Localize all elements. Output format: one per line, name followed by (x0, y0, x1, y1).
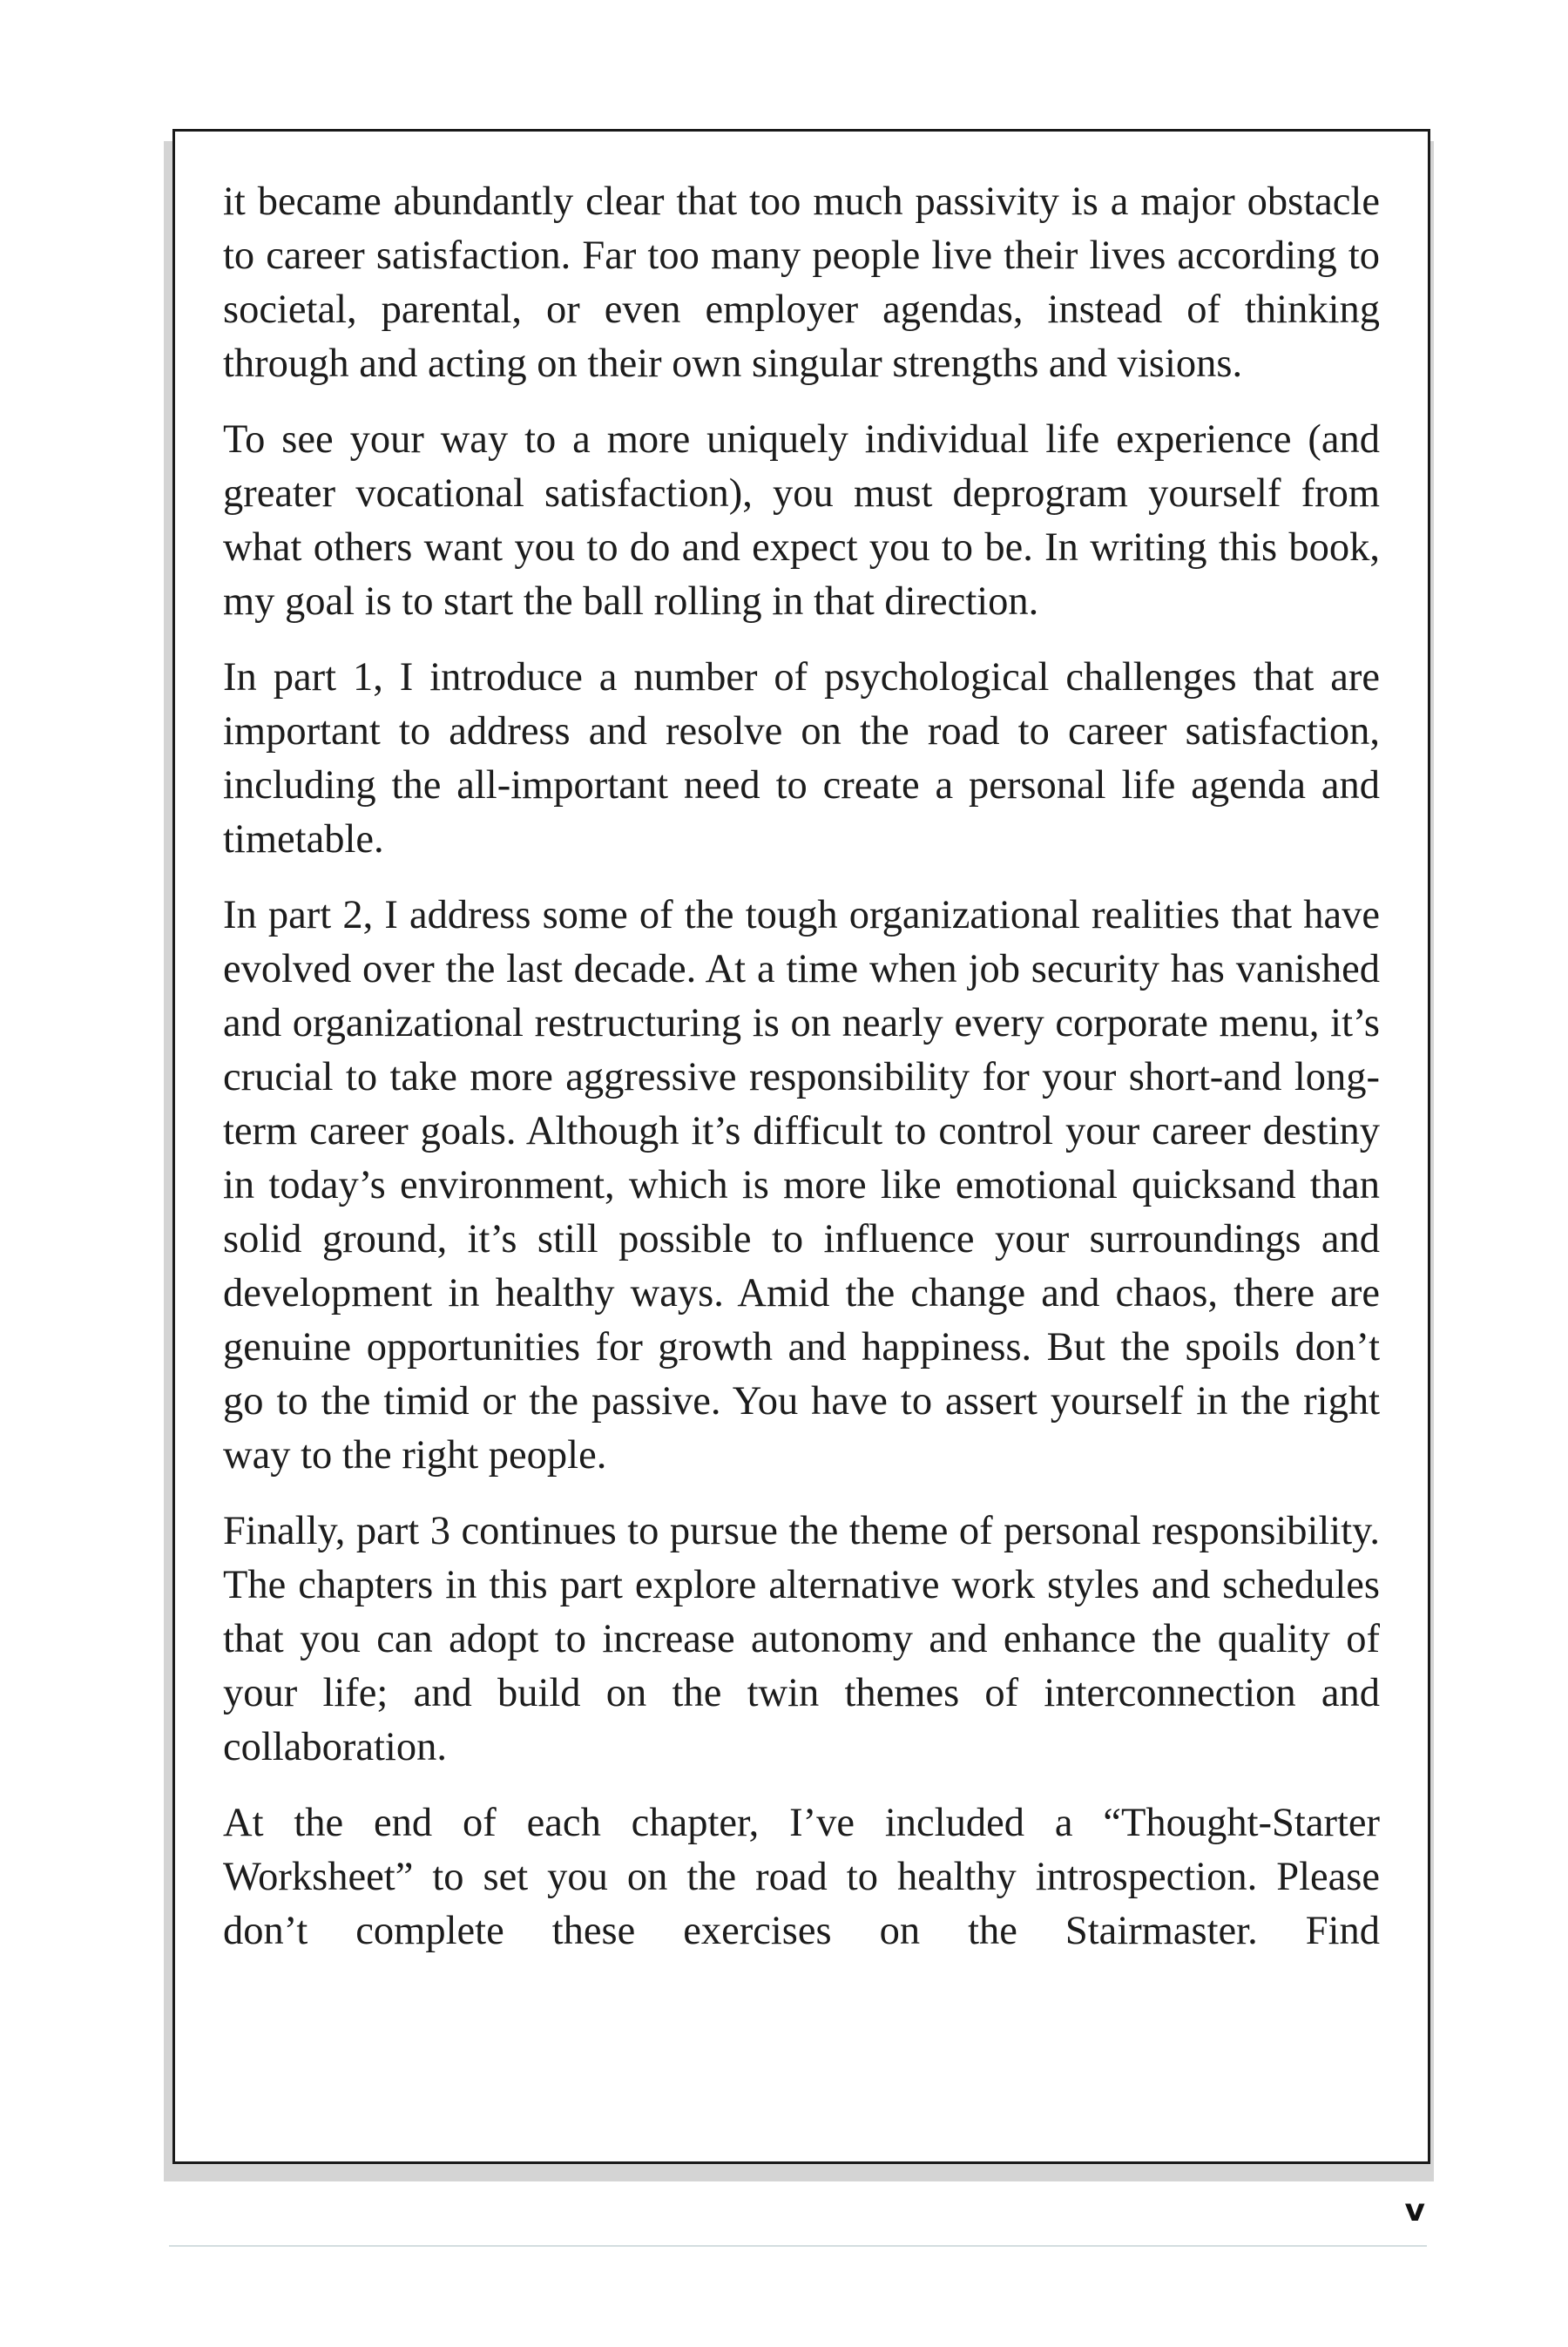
text-frame (172, 129, 1430, 2164)
paragraph-4: In part 2, I address some of the tough organizational realities that have evolved over the last decade. At a time when job security has vanished and organizational restructuring is on nearly every corporate menu, it’s crucial to take more aggressive responsibility for your short-and long-term career goals. Although it’s difficult to control your career destiny in today’s environment, which is more like emotional quicksand than solid ground, it’s still possible to influence your surroundings and development in healthy ways. Amid the change and chaos, there are genuine opportunities for growth and happiness. But the spoils don’t go to the timid or the passive. You have to assert yourself in the right way to the right people. (223, 893, 1380, 1478)
paragraph-1: it became abundantly clear that too much passivity is a major obstacle to career satisfaction. Far too many people live their lives according to societal, parental, or even employer agendas, instead of thinking through and acting on their own singular strengths and visions. (223, 179, 1380, 386)
footer-divider (169, 2245, 1427, 2247)
page-number: v (1404, 2193, 1425, 2229)
body-text (223, 175, 1380, 1980)
paragraph-2: To see your way to a more uniquely individual life experience (and greater vocational satisfaction), you must deprogram yourself from what others want you to do and expect you to be. In writing this book, my goal is to start the ball rolling in that direction. (223, 417, 1380, 624)
paragraph-3: In part 1, I introduce a number of psychological challenges that are important to address and resolve on the road to career satisfaction, including the all-important need to create a personal life agenda and timetable. (223, 655, 1380, 862)
paragraph-6: At the end of each chapter, I’ve included a “Thought-Starter Worksheet” to set you on the road to healthy introspection. Please don’t complete these exercises on the Stairmaster. Find (223, 1801, 1380, 1953)
paragraph-5: Finally, part 3 continues to pursue the theme of personal responsibility. The chapters in this part explore alternative work styles and schedules that you can adopt to increase autonomy and enhance the quality of your life; and build on the twin themes of interconnection and collaboration. (223, 1509, 1380, 1769)
